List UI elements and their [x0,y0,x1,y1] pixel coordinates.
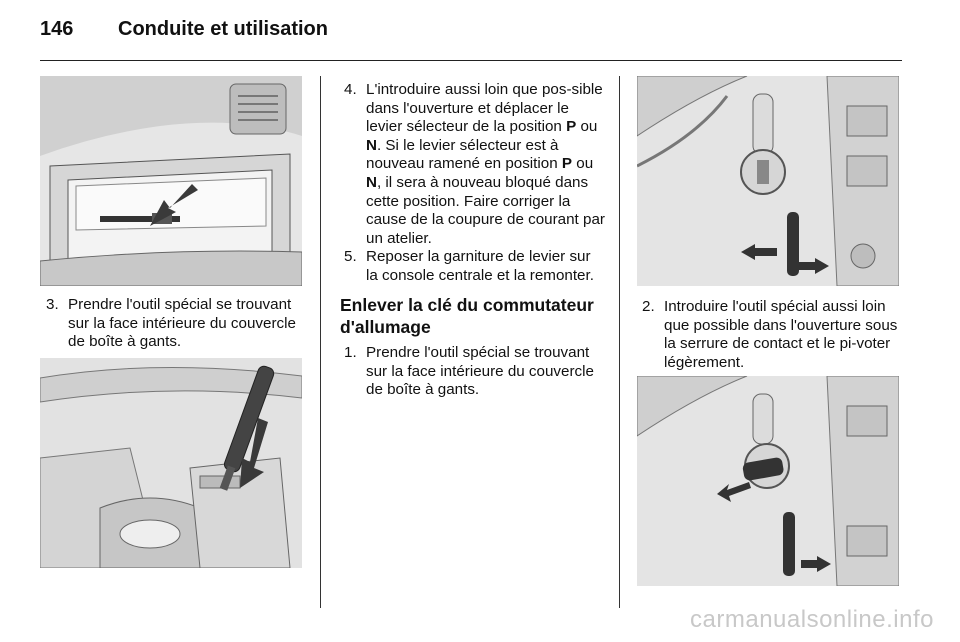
step-text-part: ou [572,155,594,173]
page-header [40,18,920,48]
step-4 [344,81,606,248]
glovebox-tool-illustration [40,76,302,286]
page-title: Conduite et utilisation [118,18,328,40]
step-3 [46,296,304,352]
step-number: 2. [642,298,655,315]
step-number: 4. [344,81,357,98]
selector-position-n: N [366,173,377,191]
selector-position-n: N [366,136,377,154]
step-text-part: , il sera à nouveau bloqué dans cette position. Faire corriger la cause de la coupure de courant par un atelier. [366,173,605,247]
step-number: 1. [344,344,357,361]
column-divider [619,76,620,608]
step-text-part: ou [576,118,598,136]
column-divider [320,76,321,608]
watermark: carmanualsonline.info [690,606,934,633]
step-text: Reposer la garniture de levier sur la console centrale et la remonter. [366,248,594,284]
step-number: 5. [344,248,357,265]
step-text: Prendre l'outil spécial se trouvant sur la face intérieure du couvercle de boîte à gants. [366,344,594,399]
section-heading: Enlever la clé du commutateur d'allumage [340,295,594,337]
step-text-part: . Si le levier sélecteur est à nouveau ramené en position [366,136,562,173]
step-number: 3. [46,296,59,313]
header-rule [40,60,902,61]
tool-closeup-illustration [40,358,302,568]
key-removal-illustration [637,376,899,586]
step-2 [642,298,904,372]
step-5 [344,248,606,285]
ignition-lock-illustration [637,76,899,286]
step-text-part: L'introduire aussi loin que pos-sible dans l'ouverture et déplacer le levier sélecteur de la position [366,81,603,136]
step-text: Introduire l'outil spécial aussi loin que possible dans l'ouverture sous la serrure de contact et le pi-voter légèrement. [664,298,898,371]
page-number: 146 [40,18,74,40]
selector-position-p: P [566,118,577,136]
step-1 [344,344,606,400]
selector-position-p: P [561,155,573,173]
step-text: Prendre l'outil spécial se trouvant sur la face intérieure du couvercle de boîte à gants. [68,296,296,351]
